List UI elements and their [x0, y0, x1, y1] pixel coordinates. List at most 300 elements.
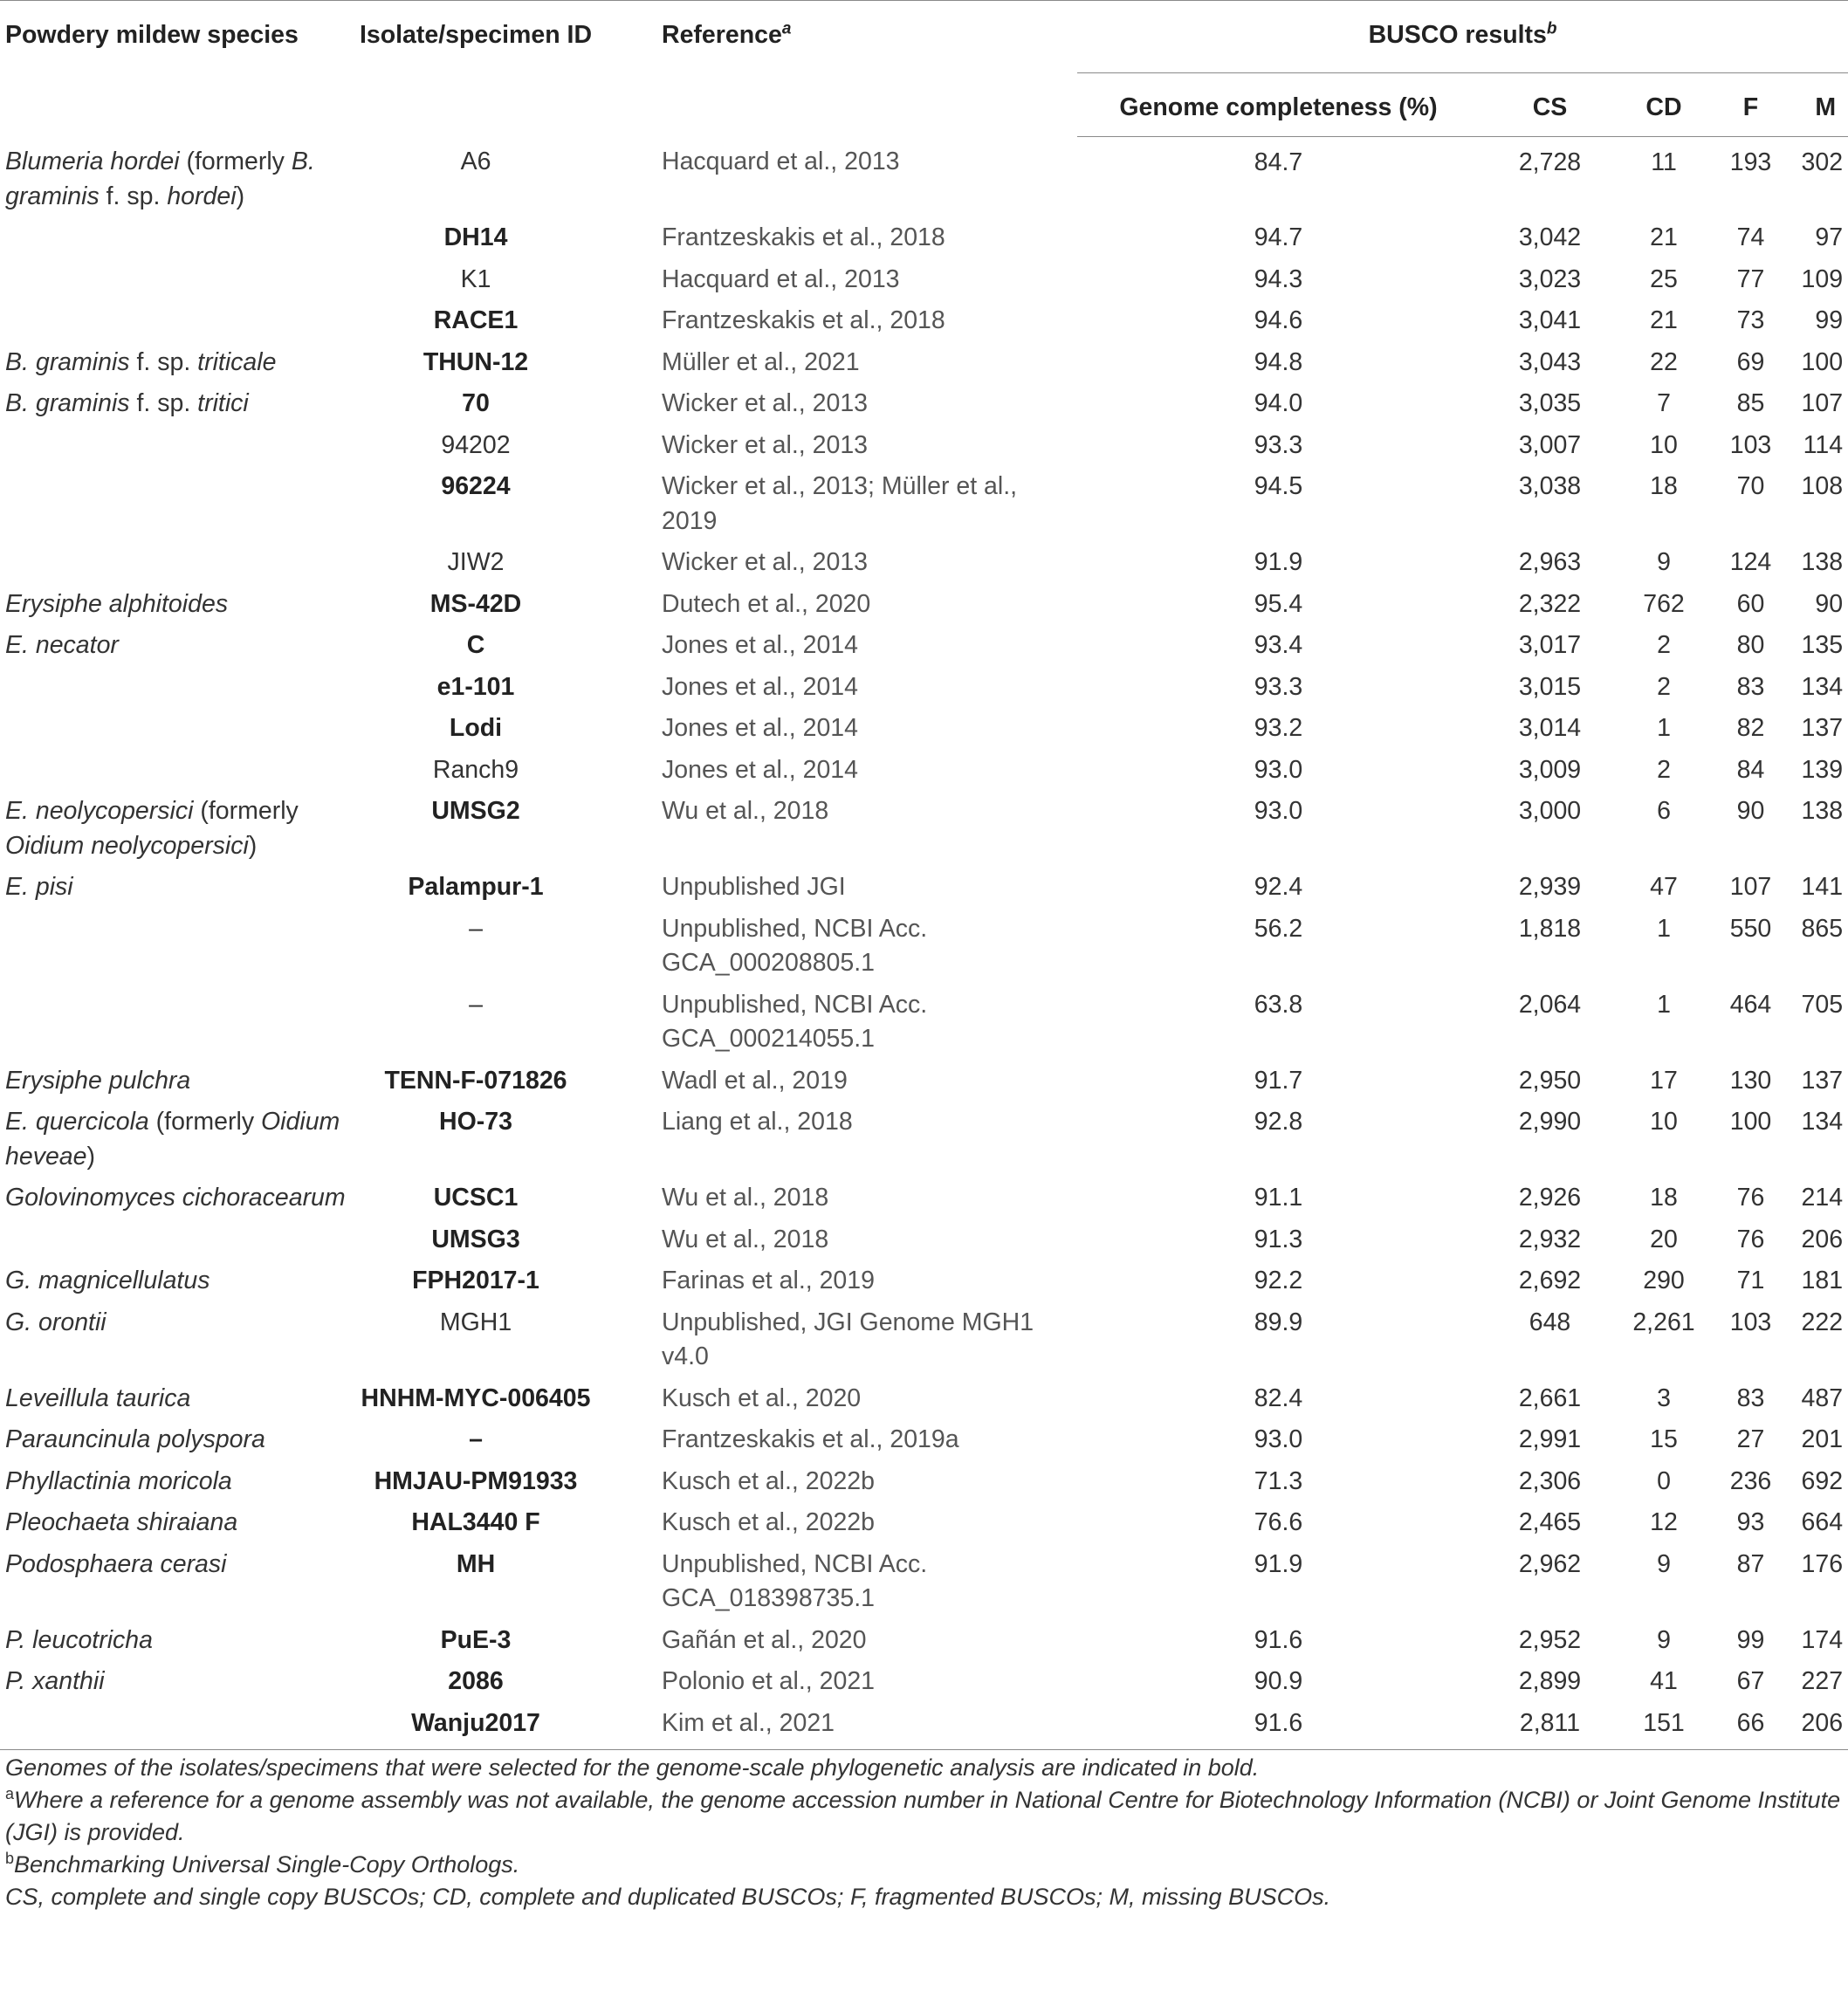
isolate-cell: TENN-F-071826 [384, 1066, 567, 1095]
completeness-cell: 91.6 [1077, 1703, 1480, 1750]
isolate-cell: MS-42D [429, 589, 522, 618]
reference-cell: Hacquard et al., 2013 [662, 264, 900, 293]
cs-cell: 2,661 [1518, 1383, 1582, 1412]
cd-cell: 22 [1650, 347, 1678, 376]
m-cell: 90 [1815, 589, 1844, 618]
table-row [0, 867, 1848, 909]
completeness-cell: 94.0 [1254, 389, 1303, 417]
species-cell [0, 300, 358, 342]
f-cell: 87 [1736, 1549, 1765, 1578]
species-cell: Phyllactinia moricola [5, 1466, 232, 1495]
footnote-abbrev: CS, complete and single copy BUSCOs; CD, complete and duplicated BUSCOs; F, fragmented BUSCOs; M, missing BUSCOs. [5, 1884, 1331, 1910]
table-row [0, 625, 1848, 667]
table-row [0, 1302, 1848, 1378]
species-cell: E. quercicola (formerly Oidium heveae) [5, 1108, 340, 1171]
f-cell: 77 [1736, 264, 1765, 293]
species-cell: Golovinomyces cichoracearum [5, 1184, 346, 1212]
isolate-cell: Lodi [449, 714, 503, 742]
isolate-cell: JIW2 [447, 548, 505, 576]
cs-cell: 3,014 [1518, 714, 1582, 742]
cd-cell: 18 [1650, 1184, 1678, 1212]
table-row [0, 708, 1848, 750]
completeness-cell: 93.3 [1254, 672, 1303, 701]
cd-cell: 290 [1643, 1267, 1685, 1294]
f-cell: 236 [1729, 1466, 1772, 1495]
table-row [0, 584, 1848, 626]
cs-cell: 3,035 [1518, 389, 1582, 417]
cs-cell: 2,952 [1518, 1625, 1582, 1654]
isolate-cell: Wanju2017 [358, 1703, 623, 1750]
m-cell: 176 [1801, 1549, 1844, 1578]
species-cell: B. graminis f. sp. triticale [5, 347, 277, 376]
cs-cell: 2,064 [1518, 990, 1582, 1019]
table-row [0, 985, 1848, 1061]
table-row [0, 1219, 1848, 1261]
header-cd: CD [1620, 73, 1707, 137]
f-cell: 93 [1736, 1508, 1765, 1536]
isolate-cell: DH14 [443, 223, 508, 251]
table-row [0, 217, 1848, 259]
f-cell: 82 [1736, 714, 1765, 742]
f-cell: 103 [1729, 430, 1772, 459]
completeness-cell: 90.9 [1254, 1667, 1303, 1695]
header-completeness: Genome completeness (%) [1077, 73, 1480, 137]
m-cell: 138 [1801, 797, 1844, 825]
m-cell: 97 [1815, 223, 1844, 251]
cd-cell: 21 [1650, 223, 1678, 251]
table-row [0, 342, 1848, 384]
table-row [0, 791, 1848, 867]
isolate-cell: – [469, 914, 483, 943]
completeness-cell: 89.9 [1254, 1308, 1303, 1336]
species-cell [0, 1703, 358, 1750]
species-cell: Podosphaera cerasi [5, 1549, 227, 1578]
species-cell: P. leucotricha [5, 1625, 153, 1654]
isolate-cell: MH [456, 1549, 496, 1578]
reference-cell: Unpublished, JGI Genome MGH1 v4.0 [662, 1308, 1034, 1370]
table-row [0, 909, 1848, 985]
reference-cell: Wu et al., 2018 [662, 1225, 829, 1253]
m-cell: 99 [1815, 306, 1844, 334]
isolate-cell: 2086 [448, 1667, 504, 1695]
m-cell: 139 [1801, 755, 1844, 784]
footnote-a: $^a$Where a reference for a genome assembly was not available, the genome accession number in National Centre for Biotechnology Information (NCBI) or Joint Genome Institute (JGI) is provided. [5, 1785, 1841, 1845]
cs-cell: 2,926 [1518, 1184, 1582, 1212]
reference-cell: Unpublished, NCBI Acc. GCA_000208805.1 [662, 914, 928, 977]
isolate-cell: – [469, 990, 483, 1019]
completeness-cell: 94.5 [1254, 472, 1303, 500]
table-row [0, 259, 1848, 301]
cd-cell: 2,261 [1632, 1308, 1695, 1336]
header-m: M [1794, 73, 1848, 137]
reference-cell: Gañán et al., 2020 [662, 1625, 867, 1654]
completeness-cell: 94.3 [1254, 264, 1303, 293]
completeness-cell: 91.9 [1254, 548, 1303, 576]
cs-cell: 3,017 [1518, 631, 1582, 659]
reference-cell: Unpublished, NCBI Acc. GCA_018398735.1 [662, 1549, 928, 1612]
f-cell: 124 [1729, 548, 1772, 576]
cd-cell: 41 [1650, 1667, 1678, 1695]
species-cell [0, 259, 358, 301]
cd-cell: 2 [1657, 672, 1671, 701]
cd-cell: 1 [1657, 914, 1671, 943]
table-row [0, 1620, 1848, 1662]
reference-cell: Jones et al., 2014 [662, 631, 858, 659]
m-cell: 487 [1801, 1383, 1844, 1412]
cd-cell: 762 [1643, 589, 1685, 618]
cd-cell: 9 [1657, 548, 1671, 576]
m-cell: 181 [1801, 1267, 1844, 1294]
cd-cell: 12 [1650, 1508, 1678, 1536]
f-cell: 464 [1729, 990, 1772, 1019]
m-cell: 134 [1801, 1108, 1844, 1136]
reference-cell: Kim et al., 2021 [623, 1703, 1077, 1750]
reference-cell: Müller et al., 2021 [662, 347, 860, 376]
cd-cell: 6 [1657, 797, 1671, 825]
header-reference: Reference$^a$ [623, 1, 1077, 137]
species-cell: Parauncinula polyspora [5, 1425, 265, 1453]
species-cell: Erysiphe pulchra [5, 1066, 191, 1095]
cd-cell: 10 [1650, 430, 1678, 459]
m-cell: 302 [1801, 148, 1844, 176]
completeness-cell: 94.7 [1254, 223, 1303, 251]
completeness-cell: 63.8 [1254, 990, 1303, 1019]
m-cell: 692 [1801, 1466, 1844, 1495]
f-cell: 130 [1729, 1066, 1772, 1095]
cs-cell: 3,038 [1518, 472, 1582, 500]
m-cell: 114 [1803, 430, 1844, 459]
reference-cell: Wicker et al., 2013 [662, 548, 869, 576]
table-row [0, 1461, 1848, 1503]
table-row [0, 1419, 1848, 1461]
reference-cell: Frantzeskakis et al., 2018 [662, 223, 945, 251]
completeness-cell: 92.2 [1254, 1267, 1303, 1294]
cs-cell: 2,899 [1518, 1667, 1582, 1695]
cs-cell: 3,043 [1518, 347, 1582, 376]
table-row [0, 1661, 1848, 1703]
cd-cell: 151 [1620, 1703, 1707, 1750]
f-cell: 67 [1736, 1667, 1765, 1695]
m-cell: 214 [1801, 1184, 1844, 1212]
f-cell: 70 [1736, 472, 1765, 500]
species-cell [0, 985, 358, 1061]
cd-cell: 21 [1650, 306, 1678, 334]
f-cell: 60 [1736, 589, 1765, 618]
reference-cell: Frantzeskakis et al., 2018 [662, 306, 945, 334]
cs-cell: 2,939 [1518, 873, 1582, 901]
table-row [0, 300, 1848, 342]
completeness-cell: 92.4 [1254, 873, 1303, 901]
completeness-cell: 93.0 [1254, 755, 1303, 784]
reference-cell: Unpublished, NCBI Acc. GCA_000214055.1 [662, 990, 928, 1053]
reference-cell: Jones et al., 2014 [662, 672, 858, 701]
species-cell [0, 1219, 358, 1261]
reference-cell: Wicker et al., 2013; Müller et al., 2019 [662, 472, 1018, 535]
f-cell: 85 [1736, 389, 1765, 417]
isolate-cell: Ranch9 [432, 755, 519, 784]
table-row [0, 1703, 1848, 1750]
f-cell: 76 [1736, 1184, 1765, 1212]
f-cell: 80 [1736, 631, 1765, 659]
f-cell: 100 [1729, 1108, 1772, 1136]
completeness-cell: 91.3 [1254, 1225, 1303, 1253]
m-cell: 141 [1801, 873, 1844, 901]
cs-cell: 648 [1529, 1308, 1571, 1336]
cd-cell: 17 [1650, 1066, 1678, 1095]
cs-cell: 2,990 [1518, 1108, 1582, 1136]
species-cell [0, 667, 358, 709]
reference-cell: Hacquard et al., 2013 [662, 148, 900, 175]
isolate-cell: MGH1 [439, 1308, 512, 1336]
cs-cell: 3,023 [1518, 264, 1582, 293]
f-cell: 103 [1729, 1308, 1772, 1336]
m-cell: 137 [1801, 714, 1844, 742]
reference-cell: Frantzeskakis et al., 2019a [662, 1425, 959, 1453]
cs-cell: 1,818 [1518, 914, 1582, 943]
completeness-cell: 71.3 [1254, 1466, 1303, 1495]
species-cell [0, 708, 358, 750]
header-cs: CS [1480, 73, 1620, 137]
cd-cell: 1 [1657, 990, 1671, 1019]
cs-cell: 3,009 [1518, 755, 1582, 784]
isolate-cell: 70 [462, 389, 490, 417]
table-row [0, 383, 1848, 425]
table-row [0, 1102, 1848, 1178]
cd-cell: 2 [1657, 755, 1671, 784]
isolate-cell: RACE1 [433, 306, 519, 334]
reference-cell: Liang et al., 2018 [662, 1108, 853, 1136]
m-cell: 135 [1801, 631, 1844, 659]
m-cell: 201 [1801, 1425, 1844, 1453]
cs-cell: 2,811 [1480, 1703, 1620, 1750]
header-isolate: Isolate/specimen ID [358, 1, 623, 137]
species-cell [0, 217, 358, 259]
cs-cell: 2,963 [1518, 548, 1582, 576]
cs-cell: 2,950 [1518, 1066, 1582, 1095]
species-cell: G. magnicellulatus [5, 1267, 210, 1294]
reference-cell: Kusch et al., 2022b [662, 1466, 876, 1495]
f-cell: 74 [1736, 223, 1765, 251]
cd-cell: 11 [1651, 148, 1677, 176]
species-cell: E. neolycopersici (formerly Oidium neolycopersici) [5, 797, 299, 860]
isolate-cell: HAL3440 F [411, 1508, 540, 1536]
species-cell: B. graminis f. sp. tritici [5, 389, 249, 417]
completeness-cell: 93.2 [1254, 714, 1303, 742]
reference-cell: Wicker et al., 2013 [662, 389, 869, 417]
species-cell [0, 909, 358, 985]
cd-cell: 1 [1657, 714, 1671, 742]
completeness-cell: 93.0 [1254, 797, 1303, 825]
species-cell: E. necator [5, 631, 119, 659]
completeness-cell: 91.6 [1254, 1625, 1303, 1654]
reference-cell: Jones et al., 2014 [662, 755, 858, 784]
cs-cell: 3,041 [1518, 306, 1582, 334]
isolate-cell: HNHM-MYC-006405 [361, 1383, 591, 1412]
cs-cell: 3,042 [1518, 223, 1582, 251]
f-cell: 99 [1736, 1625, 1765, 1654]
cs-cell: 2,322 [1518, 589, 1582, 618]
cd-cell: 25 [1650, 264, 1678, 293]
f-cell: 550 [1729, 914, 1772, 943]
cd-cell: 20 [1650, 1225, 1678, 1253]
cd-cell: 3 [1657, 1383, 1671, 1412]
table-footnotes [0, 1750, 1848, 1913]
species-cell: P. xanthii [5, 1667, 105, 1695]
completeness-cell: 95.4 [1254, 589, 1303, 618]
table-body [0, 136, 1848, 1750]
isolate-cell: Palampur-1 [408, 873, 544, 901]
cs-cell: 2,991 [1518, 1425, 1582, 1453]
cs-cell: 2,692 [1518, 1267, 1582, 1294]
header-f: F [1707, 73, 1794, 137]
cs-cell: 2,306 [1518, 1466, 1582, 1495]
cs-cell: 3,015 [1518, 672, 1582, 701]
cd-cell: 18 [1650, 472, 1678, 500]
reference-cell: Jones et al., 2014 [662, 714, 858, 742]
footnote-b: $^b$Benchmarking Universal Single-Copy Orthologs. [5, 1850, 520, 1878]
m-cell: 705 [1801, 990, 1844, 1019]
f-cell: 27 [1736, 1425, 1765, 1453]
m-cell: 138 [1801, 548, 1844, 576]
table-row [0, 750, 1848, 792]
isolate-cell: 94202 [441, 430, 511, 459]
species-cell: G. orontii [5, 1308, 106, 1336]
completeness-cell: 56.2 [1254, 914, 1303, 943]
cd-cell: 0 [1657, 1466, 1671, 1495]
cs-cell: 2,932 [1518, 1225, 1582, 1253]
m-cell: 109 [1801, 264, 1844, 293]
header-busco: BUSCO results$^b$ [1077, 1, 1848, 73]
species-cell [0, 425, 358, 467]
isolate-cell: C [466, 631, 485, 659]
m-cell: 206 [1801, 1225, 1844, 1253]
completeness-cell: 82.4 [1254, 1383, 1303, 1412]
table-row [0, 1502, 1848, 1544]
f-cell: 84 [1736, 755, 1765, 784]
m-cell: 222 [1801, 1308, 1844, 1336]
reference-cell: Farinas et al., 2019 [662, 1267, 875, 1294]
isolate-cell: HO-73 [439, 1108, 512, 1136]
species-cell: Blumeria hordei (formerly B. graminis f. sp. hordei) [5, 148, 315, 210]
reference-cell: Wicker et al., 2013 [662, 430, 869, 459]
cs-cell: 3,007 [1518, 430, 1582, 459]
reference-cell: Kusch et al., 2022b [662, 1508, 876, 1536]
f-cell: 83 [1736, 672, 1765, 701]
m-cell: 865 [1801, 914, 1844, 943]
cd-cell: 47 [1650, 873, 1678, 901]
table-row [0, 542, 1848, 584]
reference-cell: Unpublished JGI [662, 873, 846, 901]
completeness-cell: 91.1 [1254, 1184, 1303, 1212]
isolate-cell: – [469, 1425, 483, 1453]
isolate-cell: UMSG2 [431, 797, 520, 825]
species-cell: Erysiphe alphitoides [5, 589, 229, 618]
isolate-cell: PuE-3 [440, 1625, 512, 1654]
species-cell [0, 750, 358, 792]
species-cell: Pleochaeta shiraiana [5, 1508, 238, 1536]
table-row [0, 667, 1848, 709]
completeness-cell: 84.7 [1254, 148, 1303, 176]
reference-cell: Dutech et al., 2020 [662, 589, 871, 618]
m-cell: 227 [1801, 1667, 1844, 1695]
m-cell: 206 [1794, 1703, 1848, 1750]
table-row [0, 466, 1848, 542]
m-cell: 107 [1801, 389, 1844, 417]
f-cell: 83 [1736, 1383, 1765, 1412]
isolate-cell: THUN-12 [422, 347, 529, 376]
completeness-cell: 92.8 [1254, 1108, 1303, 1136]
m-cell: 108 [1801, 472, 1844, 500]
f-cell: 76 [1736, 1225, 1765, 1253]
cs-cell: 3,000 [1518, 797, 1582, 825]
completeness-cell: 93.4 [1254, 631, 1303, 659]
table-row [0, 1260, 1848, 1302]
table-row [0, 425, 1848, 467]
m-cell: 174 [1801, 1625, 1844, 1654]
reference-cell: Wu et al., 2018 [662, 1184, 829, 1212]
m-cell: 134 [1801, 672, 1844, 701]
cs-cell: 2,962 [1518, 1549, 1582, 1578]
m-cell: 664 [1801, 1508, 1844, 1536]
m-cell: 100 [1801, 347, 1844, 376]
species-cell [0, 542, 358, 584]
completeness-cell: 91.9 [1254, 1549, 1303, 1578]
cd-cell: 10 [1650, 1108, 1678, 1136]
cd-cell: 9 [1657, 1549, 1671, 1578]
species-cell [0, 466, 358, 542]
table-row [0, 1061, 1848, 1102]
footnote-bold: Genomes of the isolates/specimens that were selected for the genome-scale phylogenetic analysis are indicated in bold. [5, 1754, 1260, 1781]
table-row [0, 1378, 1848, 1420]
completeness-cell: 94.6 [1254, 306, 1303, 334]
cd-cell: 7 [1657, 389, 1671, 417]
isolate-cell: e1-101 [436, 672, 515, 701]
isolate-cell: K1 [460, 264, 491, 293]
isolate-cell: 96224 [441, 472, 511, 500]
cs-cell: 2,728 [1518, 148, 1582, 176]
f-cell: 107 [1729, 873, 1772, 901]
f-cell: 71 [1736, 1267, 1765, 1294]
cd-cell: 9 [1657, 1625, 1671, 1654]
cd-cell: 2 [1657, 631, 1671, 659]
table-row [0, 1544, 1848, 1620]
cd-cell: 15 [1650, 1425, 1678, 1453]
f-cell: 73 [1736, 306, 1765, 334]
isolate-cell: UMSG3 [431, 1225, 520, 1253]
reference-cell: Wu et al., 2018 [662, 797, 829, 825]
f-cell: 90 [1736, 797, 1765, 825]
isolate-cell: UCSC1 [433, 1184, 519, 1212]
isolate-cell: A6 [460, 148, 491, 175]
reference-cell: Polonio et al., 2021 [662, 1667, 876, 1695]
completeness-cell: 91.7 [1254, 1066, 1303, 1095]
f-cell: 69 [1736, 347, 1765, 376]
table-row [0, 1178, 1848, 1219]
isolate-cell: HMJAU-PM91933 [374, 1466, 578, 1495]
table-row [0, 136, 1848, 217]
completeness-cell: 93.0 [1254, 1425, 1303, 1453]
m-cell: 137 [1801, 1066, 1844, 1095]
completeness-cell: 93.3 [1254, 430, 1303, 459]
isolate-cell: FPH2017-1 [412, 1267, 539, 1294]
completeness-cell: 94.8 [1254, 347, 1303, 376]
species-cell: E. pisi [5, 873, 73, 901]
species-cell: Leveillula taurica [5, 1383, 191, 1412]
f-cell: 193 [1729, 148, 1772, 176]
header-species: Powdery mildew species [0, 1, 358, 137]
reference-cell: Kusch et al., 2020 [662, 1383, 862, 1412]
f-cell: 66 [1707, 1703, 1794, 1750]
